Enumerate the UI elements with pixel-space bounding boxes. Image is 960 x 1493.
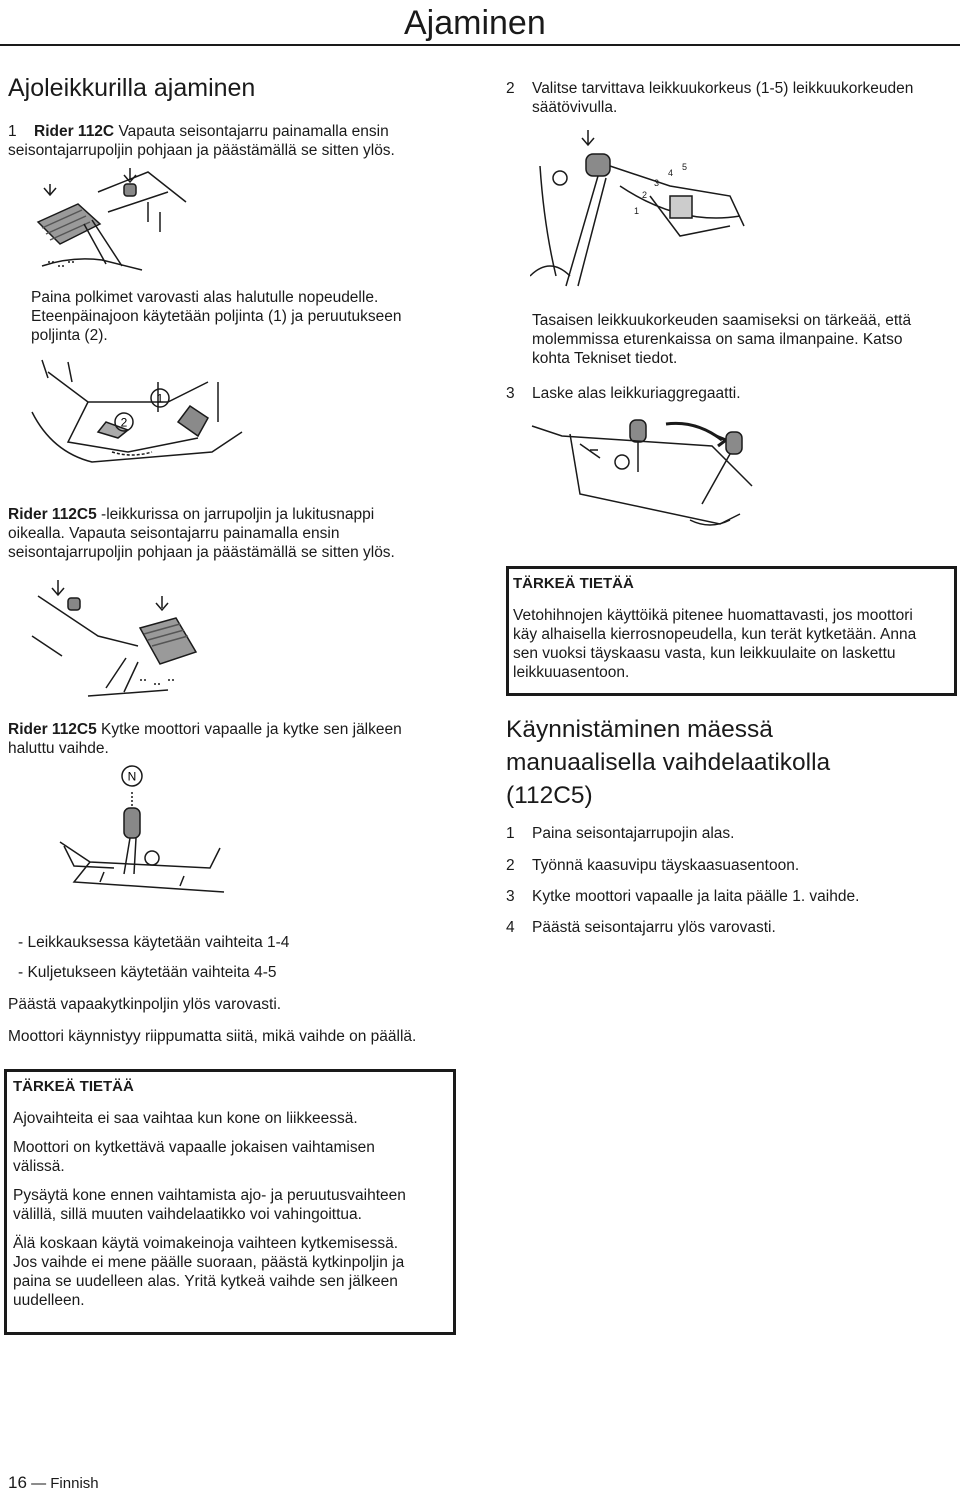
tire-pressure-text: Tasaisen leikkuukorkeuden saamiseksi on tärkeää, että molemmissa eturenkaissa on sama ilmanpaine. Katso kohta Tekniset tiedot. [532, 312, 912, 367]
notice-belts-text: Vetohihnojen käyttöikä pitenee huomattavasti, jos moottori käy alhaisella kierrosnopeudella, kun terät kytketään. Anna sen vuoksi täyskaasu vasta, kun leikkuulaite on laskettu leikkuuasentoon. [513, 607, 917, 681]
dial-number-1: 1 [634, 206, 640, 216]
hill-step-4: 4 Päästä seisontajarru ylös varovasti. [506, 919, 776, 936]
engine-text: Moottori käynnistyy riippumatta siitä, mikä vaihde on päällä. [8, 1028, 417, 1045]
cutting-height-illustration [530, 126, 750, 300]
step-2-text: 2 Valitse tarvittava leikkuukorkeus (1-5) leikkuukorkeuden säätövivulla. [506, 80, 914, 116]
hill-start-title: Käynnistäminen mäessä manuaalisella vaihdelaatikolla (112C5) [506, 716, 831, 809]
notice-p4: Älä koskaan käytä voimakeinoja vaihteen kytkemisessä. Jos vaihde ei mene päälle suoraan, päästä kytkinpoljin ja paina se uudelleen alas. Yritä kytkeä vaihde sen jälkeen uudelleen. [13, 1235, 405, 1309]
c5-brake-text: Rider 112C5 -leikkurissa on jarrupoljin ja lukitusnappi oikealla. Vapauta seisontajarru painamalla ensin seisontajarrupoljin pohjaan ja päästämällä se sitten ylös. [8, 506, 395, 561]
footer-language: Finnish [50, 1475, 99, 1492]
brake-pedal-illustration [28, 162, 188, 282]
drive-pedals-illustration [28, 352, 258, 478]
step-3-text: 3 Laske alas leikkuriaggregaatti. [506, 385, 741, 402]
step-1-text: 1 Rider 112C Vapauta seisontajarru painamalla ensin seisontajarrupoljin pohjaan ja päästämällä se sitten ylös. [8, 123, 395, 159]
neutral-label: N [127, 769, 137, 784]
dial-number-4: 4 [668, 168, 674, 178]
page-footer [8, 1473, 99, 1493]
dial-number-2: 2 [642, 190, 648, 200]
page-title: Ajaminen [404, 4, 546, 42]
gear-lever-illustration [40, 762, 250, 902]
hill-step-1: 1 Paina seisontajarrupojin alas. [506, 825, 735, 842]
hill-step-3: 3 Kytke moottori vapaalle ja laita päälle 1. vaihde. [506, 888, 860, 905]
notice-title: TÄRKEÄ TIETÄÄ [513, 575, 634, 592]
notice-p1: Ajovaihteita ei saa vaihtaa kun kone on liikkeessä. [13, 1110, 358, 1127]
hill-step-2: 2 Työnnä kaasuvipu täyskaasuasentoon. [506, 857, 800, 874]
gears-cut-text: - Leikkauksessa käytetään vaihteita 1-4 [18, 934, 290, 951]
deck-lever-illustration [530, 410, 760, 540]
header-rule [0, 44, 960, 46]
c5-brake-pedal-illustration [28, 576, 198, 706]
notice-box-gears [4, 1069, 456, 1335]
gears-transport-text: - Kuljetukseen käytetään vaihteita 4-5 [18, 964, 277, 981]
notice-box-belts [506, 566, 957, 696]
notice-title: TÄRKEÄ TIETÄÄ [13, 1078, 134, 1095]
dial-number-3: 3 [654, 178, 660, 188]
footer-dash: — [31, 1475, 47, 1492]
dial-number-5: 5 [682, 162, 688, 172]
notice-p2: Moottori on kytkettävä vapaalle jokaisen vaihtamisen välissä. [13, 1139, 375, 1175]
section-title: Ajoleikkurilla ajaminen [8, 74, 256, 102]
c5-start-text: Rider 112C5 Kytke moottori vapaalle ja kytke sen jälkeen haluttu vaihde. [8, 721, 402, 757]
pedal-label-2: 2 [120, 415, 128, 430]
notice-p3: Pysäytä kone ennen vaihtamista ajo- ja peruutusvaihteen välillä, sillä muuten vaihdelaatikko voi vahingoittua. [13, 1187, 406, 1223]
page-number: 16 [8, 1473, 27, 1492]
release-text: Päästä vapaakytkinpoljin ylös varovasti. [8, 996, 282, 1013]
pedals-text: Paina polkimet varovasti alas halutulle nopeudelle. Eteenpäinajoon käytetään poljinta (1) ja peruutukseen poljinta (2). [31, 289, 402, 344]
pedal-label-1: 1 [156, 391, 164, 406]
